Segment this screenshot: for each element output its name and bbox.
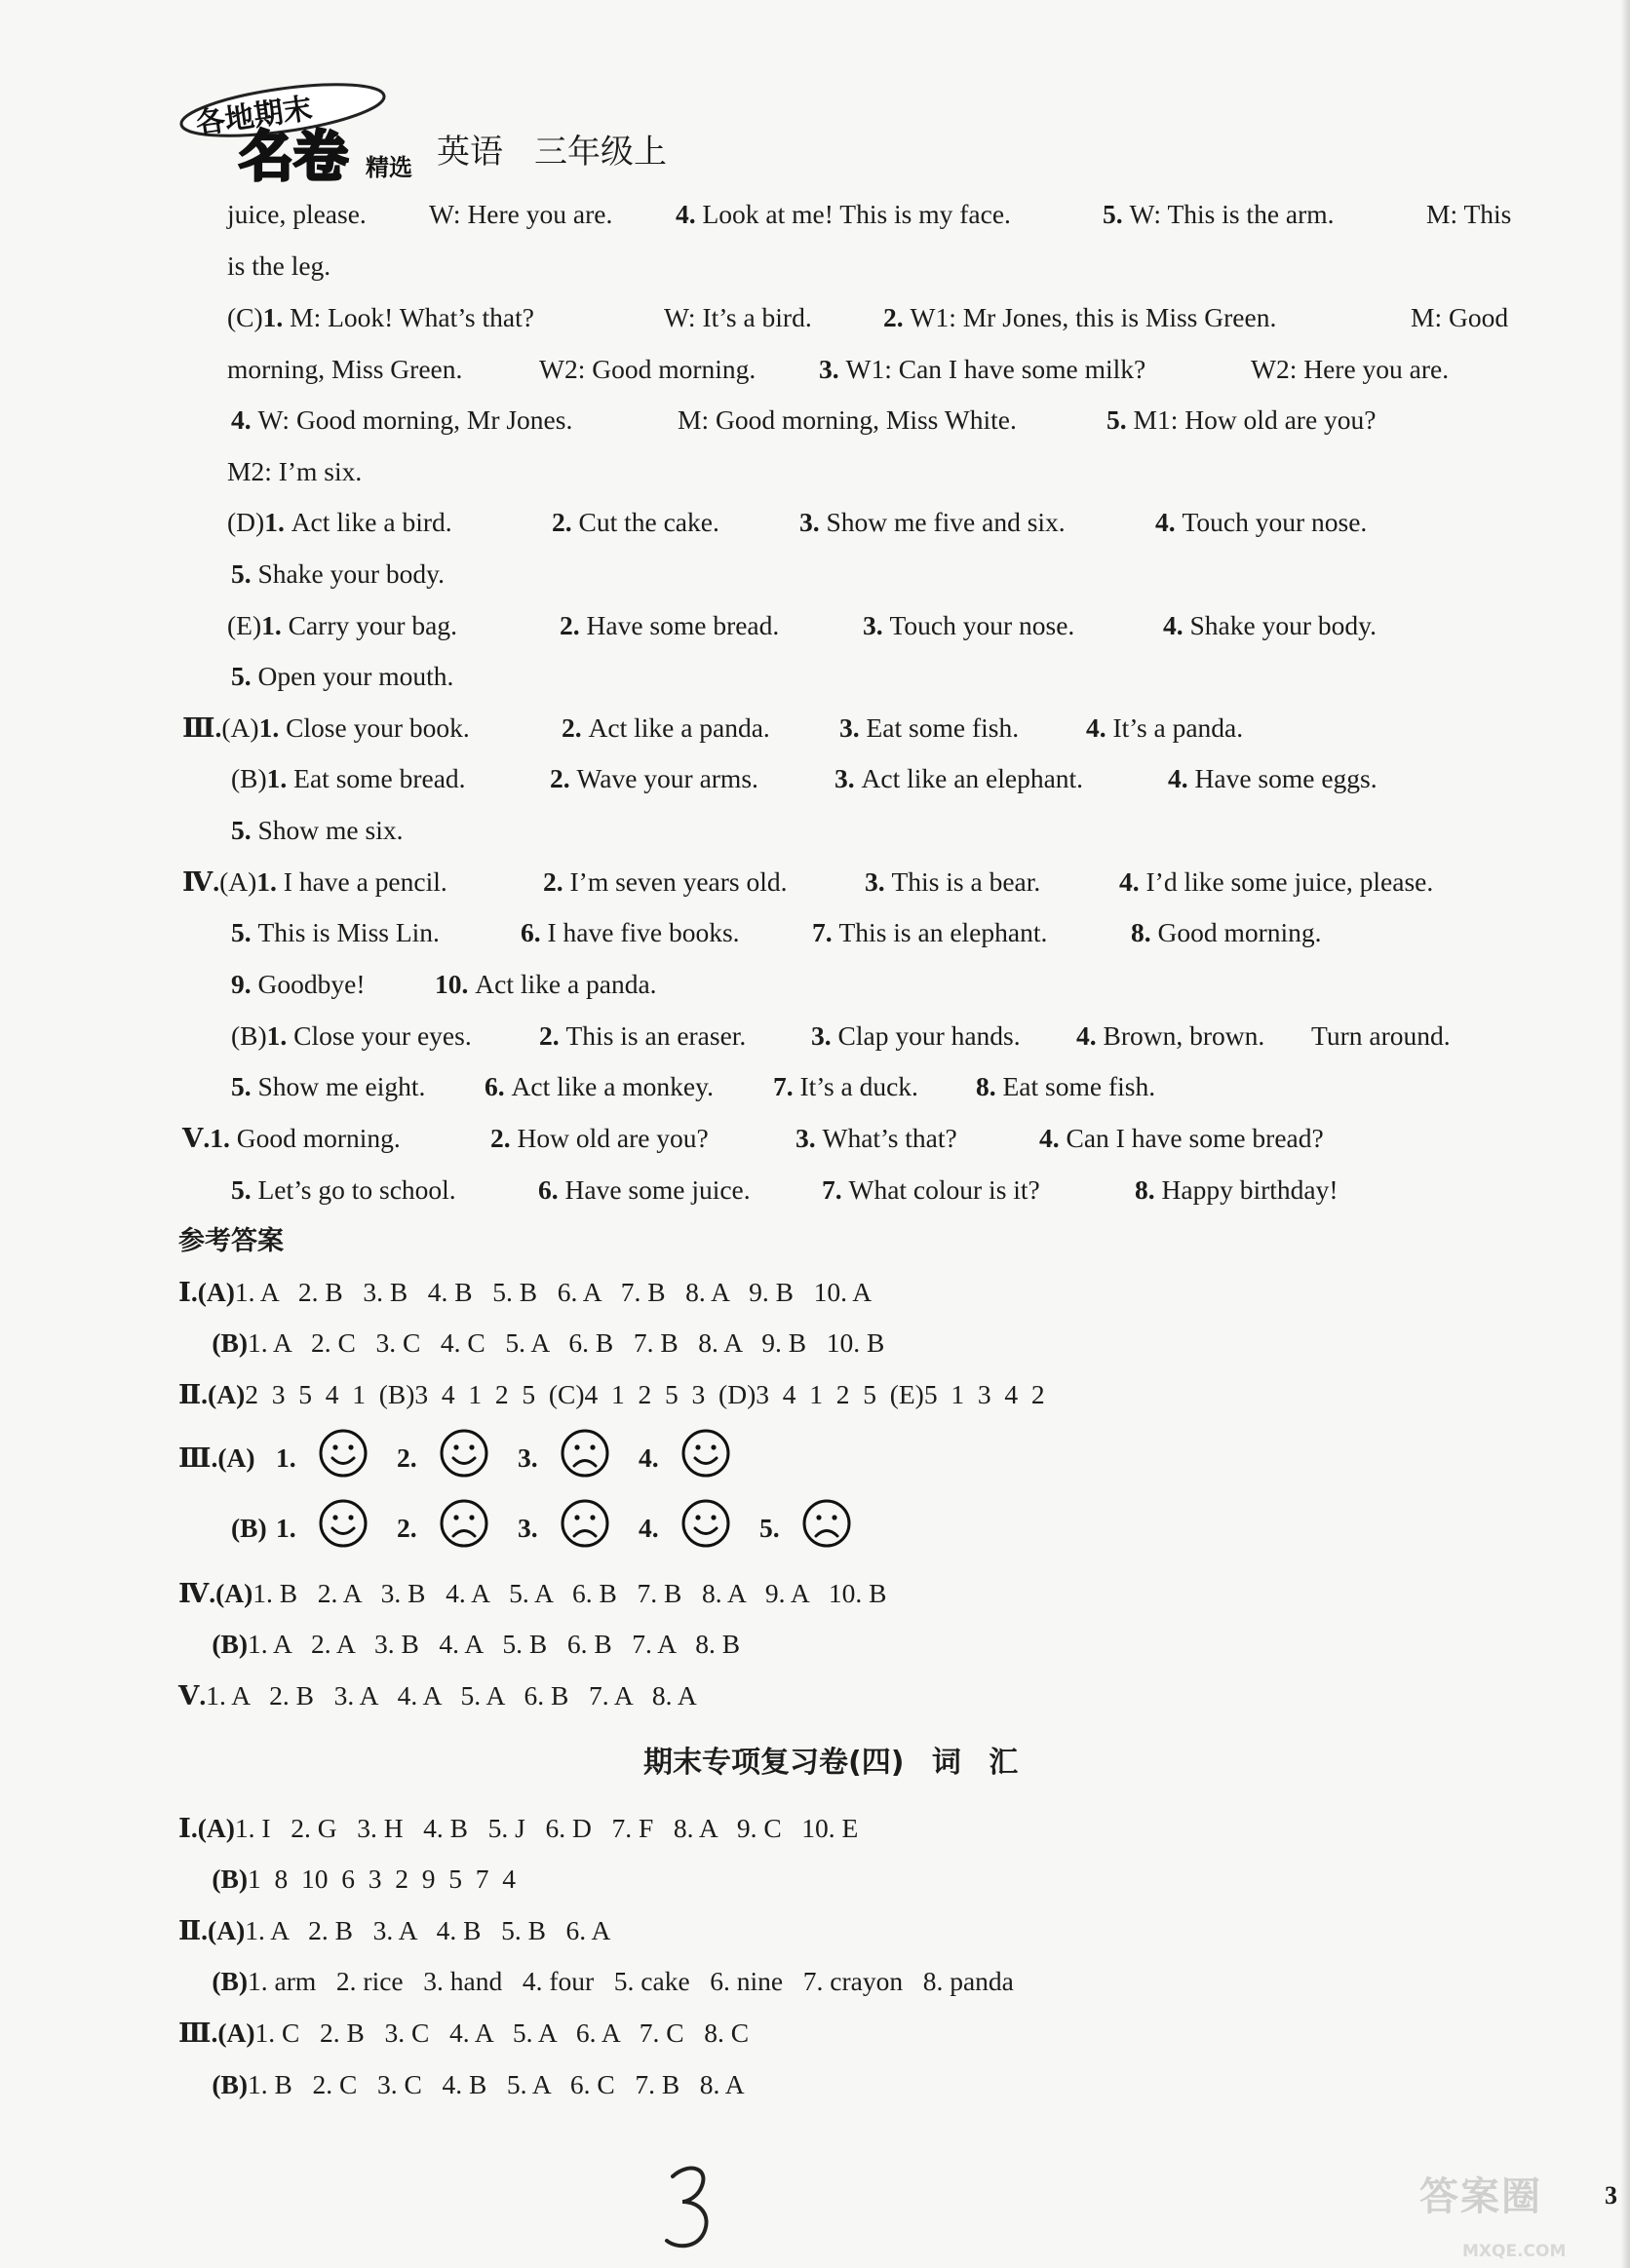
item-number: 4. (1076, 1020, 1104, 1051)
item-number: 6. (485, 1071, 512, 1101)
script-text: W: Here you are. (429, 199, 613, 229)
script-text: It’s a panda. (1112, 712, 1244, 743)
roman-numeral: Ⅲ. (182, 712, 222, 743)
script-segment (1086, 711, 1243, 745)
sad-face-icon (439, 1498, 489, 1549)
script-segment (796, 1122, 957, 1155)
item-number: 1. (266, 1020, 294, 1051)
answer-prefix: (B) (178, 1629, 249, 1659)
script-text: I have a pencil. (283, 866, 447, 897)
handwritten-page-number (661, 2159, 719, 2251)
script-text: Act like a monkey. (511, 1071, 714, 1101)
item-number: 4. (1155, 507, 1183, 537)
item-number: 2. (543, 866, 570, 897)
script-text: Have some bread. (586, 610, 780, 640)
answer-values: 1. A 2. A 3. B 4. A 5. B 6. B 7. A 8. B (248, 1629, 741, 1659)
smiley-face-icon (680, 1428, 731, 1479)
answer-prefix: Ⅳ.(A) (178, 1578, 253, 1608)
item-number: 5. (231, 661, 258, 691)
script-text: Eat some bread. (293, 763, 466, 793)
item-number: 3. (865, 866, 892, 897)
item-number: 6. (538, 1174, 565, 1205)
script-text: I’d like some juice, please. (1145, 866, 1434, 897)
answer-values: 1. A 2. B 3. A 4. A 5. A 6. B 7. A 8. A (206, 1680, 697, 1711)
answer-values: 1. A 2. C 3. C 4. C 5. A 6. B 7. B 8. A 9. B 10. B (248, 1327, 885, 1358)
script-segment (812, 916, 1047, 949)
face-item-number: 3. (518, 1442, 538, 1473)
script-segment (227, 609, 457, 642)
script-text: Carry your bag. (288, 610, 457, 640)
script-segment (231, 557, 445, 591)
item-number: 5. (231, 917, 258, 947)
script-text: Act like a bird. (291, 507, 452, 537)
item-number: 5. (231, 815, 258, 845)
script-segment (543, 865, 787, 899)
script-text: (B) (231, 763, 267, 793)
script-segment (1106, 404, 1376, 437)
item-number: 3. (799, 507, 827, 537)
item-number: 3. (796, 1123, 823, 1153)
script-text: W2: Good morning. (539, 354, 757, 384)
svg-text:名卷: 名卷 (239, 126, 348, 189)
item-number: 3. (811, 1020, 838, 1051)
script-segment (799, 506, 1066, 539)
answer-values: 1. A 2. B 3. A 4. B 5. B 6. A (245, 1915, 611, 1945)
item-number: 4. (1086, 712, 1113, 743)
answer-values: 1. B 2. C 3. C 4. B 5. A 6. C 7. B 8. A (248, 2069, 745, 2099)
script-text: Have some eggs. (1194, 763, 1378, 793)
face-item-number: 1. (276, 1442, 296, 1473)
roman-numeral: Ⅳ. (182, 866, 220, 897)
answer-prefix: (B) (178, 1327, 249, 1358)
script-text: I have five books. (547, 917, 740, 947)
script-segment (1311, 1019, 1451, 1053)
script-segment (182, 865, 447, 899)
script-text: (B) (231, 1020, 267, 1051)
script-segment (560, 609, 779, 642)
item-number: 4. (1168, 763, 1195, 793)
grade-label: 三年级上 (534, 133, 667, 172)
script-text: This is a bear. (891, 866, 1041, 897)
script-segment (227, 455, 362, 488)
script-segment (182, 1122, 401, 1155)
item-number: 2. (883, 302, 911, 332)
smiley-face-icon (318, 1428, 369, 1479)
roman-numeral: Ⅴ. (182, 1123, 211, 1153)
answer-prefix: (B) (178, 1864, 249, 1894)
series-logo (166, 83, 429, 190)
script-segment (1135, 1173, 1339, 1207)
script-text: Shake your body. (1189, 610, 1377, 640)
script-segment (231, 1070, 425, 1103)
script-text: juice, please. (227, 199, 367, 229)
script-segment (863, 609, 1074, 642)
face-item-number: 5. (759, 1513, 780, 1543)
script-text: is the leg. (227, 250, 331, 281)
item-number: 5. (231, 558, 258, 589)
script-segment (539, 1019, 746, 1053)
item-number: 2. (550, 763, 577, 793)
answer-values: 1. A 2. B 3. B 4. B 5. B 6. A 7. B 8. A 9. B 10. A (234, 1277, 873, 1307)
script-segment (231, 660, 453, 693)
script-segment (562, 711, 770, 745)
item-number: 1. (264, 507, 291, 537)
item-number: 5. (231, 1174, 258, 1205)
script-segment (676, 198, 1011, 231)
svg-text:精选: 精选 (366, 154, 412, 181)
answer-line (178, 1577, 886, 1610)
answer-line (178, 1326, 884, 1360)
watermark-logo-text: 答案圈 (1419, 2174, 1542, 2219)
script-segment (227, 506, 452, 539)
answer-line (178, 1965, 1014, 1998)
script-segment (231, 1173, 456, 1207)
script-text: Close your eyes. (293, 1020, 472, 1051)
script-segment (664, 301, 812, 334)
face-item-number: 2. (397, 1513, 417, 1543)
item-number: 5. (1106, 404, 1134, 435)
script-text: (A) (221, 712, 259, 743)
script-text: Wave your arms. (576, 763, 758, 793)
face-item-number: 1. (276, 1513, 296, 1543)
script-segment (227, 250, 330, 283)
item-number: 8. (976, 1071, 1003, 1101)
answer-line (178, 1378, 1045, 1411)
script-segment (811, 1019, 1021, 1053)
script-segment (819, 353, 1145, 386)
script-text: M: This (1426, 199, 1512, 229)
script-text: (A) (219, 866, 257, 897)
answer-prefix: Ⅴ. (178, 1680, 207, 1711)
script-segment (539, 353, 756, 386)
face-item-number: 2. (397, 1442, 417, 1473)
script-segment (490, 1122, 709, 1155)
script-segment (839, 711, 1019, 745)
answer-values: 1. I 2. G 3. H 4. B 5. J 6. D 7. F 8. A 9. C 10. E (234, 1813, 859, 1843)
script-segment (1163, 609, 1377, 642)
script-segment (822, 1173, 1040, 1207)
answer-prefix: (B) (178, 2069, 249, 2099)
answer-values: 1. B 2. A 3. B 4. A 5. A 6. B 7. B 8. A 9. A 10. B (252, 1578, 887, 1608)
script-segment (227, 353, 462, 386)
script-text: Shake your body. (257, 558, 445, 589)
script-segment (231, 762, 466, 795)
script-text: (D) (227, 507, 265, 537)
answer-prefix: (B) (178, 1966, 249, 1996)
answer-values: 1. arm 2. rice 3. hand 4. four 5. cake 6. nine 7. crayon 8. panda (248, 1966, 1014, 1996)
item-number: 4. (1163, 610, 1190, 640)
script-segment (227, 301, 534, 334)
script-text: Eat some fish. (866, 712, 1020, 743)
answer-line (178, 2017, 749, 2050)
face-item-number: 4. (639, 1442, 659, 1473)
script-segment (231, 968, 365, 1001)
script-text: Show me eight. (257, 1071, 426, 1101)
answer-line (178, 1914, 610, 1947)
script-segment (521, 916, 740, 949)
script-segment (976, 1070, 1155, 1103)
script-text: W: Good morning, Mr Jones. (257, 404, 573, 435)
script-text: Touch your nose. (1182, 507, 1368, 537)
script-segment (231, 1019, 472, 1053)
script-segment (550, 762, 758, 795)
script-segment (1411, 301, 1508, 334)
script-segment (1168, 762, 1378, 795)
script-segment (231, 916, 440, 949)
item-number: 3. (839, 712, 867, 743)
sad-face-icon (560, 1428, 610, 1479)
item-number: 4. (676, 199, 703, 229)
script-text: (E) (227, 610, 262, 640)
answer-values: 2 3 5 4 1 (B)3 4 1 2 5 (C)4 1 2 5 3 (D)3 4 1 2 5 (E)5 1 3 4 2 (245, 1379, 1045, 1409)
script-segment (678, 404, 1017, 437)
script-text: W1: Mr Jones, this is Miss Green. (910, 302, 1277, 332)
item-number: 2. (490, 1123, 518, 1153)
script-text: Open your mouth. (257, 661, 454, 691)
script-text: Act like an elephant. (861, 763, 1084, 793)
answer-line (178, 1628, 740, 1661)
script-segment (865, 865, 1040, 899)
script-segment (485, 1070, 714, 1103)
answer-line (178, 1679, 697, 1712)
script-text: Look at me! This is my face. (702, 199, 1011, 229)
script-segment (1131, 916, 1322, 949)
smiley-face-icon (439, 1428, 489, 1479)
item-number: 7. (812, 917, 839, 947)
answer-line (178, 2068, 745, 2101)
item-number: 4. (231, 404, 258, 435)
sad-face-icon (801, 1498, 852, 1549)
item-number: 5. (231, 1071, 258, 1101)
script-segment (182, 711, 470, 745)
script-text: I’m seven years old. (569, 866, 788, 897)
answer-values: 1. C 2. B 3. C 4. A 5. A 6. A 7. C 8. C (254, 2018, 750, 2048)
script-text: Show me five and six. (826, 507, 1066, 537)
page-corner-number: 3 (1605, 2181, 1617, 2210)
watermark-url: MXQE.COM (1462, 2242, 1567, 2261)
answer-prefix: Ⅱ.(A) (178, 1379, 246, 1409)
script-segment (1426, 198, 1511, 231)
script-segment (231, 404, 572, 437)
script-text: Act like a panda. (475, 969, 657, 999)
site-watermark (1419, 2166, 1567, 2261)
item-number: 5. (1103, 199, 1130, 229)
answer-values: 1 8 10 6 3 2 9 5 7 4 (248, 1864, 517, 1894)
script-segment (227, 198, 367, 231)
script-text: W: It’s a bird. (664, 302, 812, 332)
answer-prefix: Ⅲ.(A) (178, 2018, 255, 2048)
item-number: 2. (562, 712, 589, 743)
item-number: 1. (256, 866, 284, 897)
script-text: This is Miss Lin. (257, 917, 440, 947)
page-gutter-shadow (1620, 0, 1630, 2268)
item-number: 3. (863, 610, 890, 640)
item-number: 1. (261, 610, 289, 640)
script-segment (1076, 1019, 1264, 1053)
script-text: Happy birthday! (1161, 1174, 1339, 1205)
script-text: M1: How old are you? (1133, 404, 1377, 435)
answer-prefix: Ⅲ.(A) (178, 1442, 255, 1473)
item-number: 1. (266, 763, 294, 793)
script-text: How old are you? (517, 1123, 709, 1153)
item-number: 1. (210, 1123, 237, 1153)
item-number: 9. (231, 969, 258, 999)
item-number: 4. (1119, 866, 1146, 897)
smiley-face-icon (318, 1498, 369, 1549)
script-text: W1: Can I have some milk? (845, 354, 1146, 384)
item-number: 6. (521, 917, 548, 947)
answer-prefix: Ⅱ.(A) (178, 1915, 246, 1945)
script-segment (773, 1070, 918, 1103)
script-text: Cut the cake. (578, 507, 719, 537)
script-text: Have some juice. (564, 1174, 751, 1205)
script-text: It’s a duck. (799, 1071, 918, 1101)
script-text: Goodbye! (257, 969, 366, 999)
script-text: Good morning. (236, 1123, 401, 1153)
script-text: (C) (227, 302, 263, 332)
item-number: 7. (822, 1174, 849, 1205)
item-number: 10. (435, 969, 476, 999)
script-text: Clap your hands. (837, 1020, 1021, 1051)
item-number: 3. (819, 354, 846, 384)
script-text: Brown, brown. (1103, 1020, 1265, 1051)
script-segment (429, 198, 612, 231)
script-text: What colour is it? (848, 1174, 1040, 1205)
item-number: 3. (834, 763, 862, 793)
item-number: 7. (773, 1071, 800, 1101)
script-text: M: Good morning, Miss White. (678, 404, 1017, 435)
answer-line (178, 1812, 858, 1845)
script-text: Touch your nose. (889, 610, 1075, 640)
item-number: 2. (539, 1020, 566, 1051)
answer-line (178, 1276, 872, 1309)
answer-prefix: (B) (231, 1513, 267, 1543)
item-number: 8. (1131, 917, 1158, 947)
script-text: Turn around. (1311, 1020, 1451, 1051)
script-text: Close your book. (286, 712, 470, 743)
script-text: Good morning. (1157, 917, 1322, 947)
smiley-face-icon (680, 1498, 731, 1549)
script-text: M2: I’m six. (227, 456, 363, 486)
item-number: 1. (262, 302, 291, 332)
face-item-number: 4. (639, 1513, 659, 1543)
section-heading: 期末专项复习卷(四) 词 汇 (643, 1746, 1019, 1780)
script-text: M: Look! What’s that? (290, 302, 534, 332)
answer-line (178, 1863, 516, 1896)
subject-label: 英语 (437, 133, 503, 172)
svg-text:各地期末: 各地期末 (193, 91, 315, 142)
sad-face-icon (560, 1498, 610, 1549)
script-segment (1039, 1122, 1324, 1155)
script-text: This is an eraser. (565, 1020, 747, 1051)
script-text: Act like a panda. (588, 712, 770, 743)
script-segment (231, 814, 403, 847)
item-number: 2. (552, 507, 579, 537)
script-text: This is an elephant. (838, 917, 1048, 947)
item-number: 8. (1135, 1174, 1162, 1205)
item-number: 4. (1039, 1123, 1067, 1153)
script-text: Eat some fish. (1002, 1071, 1156, 1101)
script-text: morning, Miss Green. (227, 354, 463, 384)
script-segment (435, 968, 657, 1001)
answers-heading: 参考答案 (178, 1226, 284, 1256)
item-number: 1. (258, 712, 287, 743)
script-text: Let’s go to school. (257, 1174, 456, 1205)
script-segment (538, 1173, 751, 1207)
script-text: W2: Here you are. (1251, 354, 1450, 384)
script-segment (1155, 506, 1367, 539)
script-segment (883, 301, 1276, 334)
answer-prefix: Ⅰ.(A) (178, 1813, 235, 1843)
script-text: M: Good (1411, 302, 1509, 332)
script-text: Show me six. (257, 815, 404, 845)
item-number: 2. (560, 610, 587, 640)
answer-prefix: Ⅰ.(A) (178, 1277, 235, 1307)
script-segment (1119, 865, 1433, 899)
script-segment (1103, 198, 1335, 231)
script-text: W: This is the arm. (1129, 199, 1335, 229)
script-segment (1251, 353, 1449, 386)
script-segment (834, 762, 1083, 795)
script-segment (552, 506, 719, 539)
script-text: What’s that? (822, 1123, 957, 1153)
script-text: Can I have some bread? (1066, 1123, 1324, 1153)
face-item-number: 3. (518, 1513, 538, 1543)
